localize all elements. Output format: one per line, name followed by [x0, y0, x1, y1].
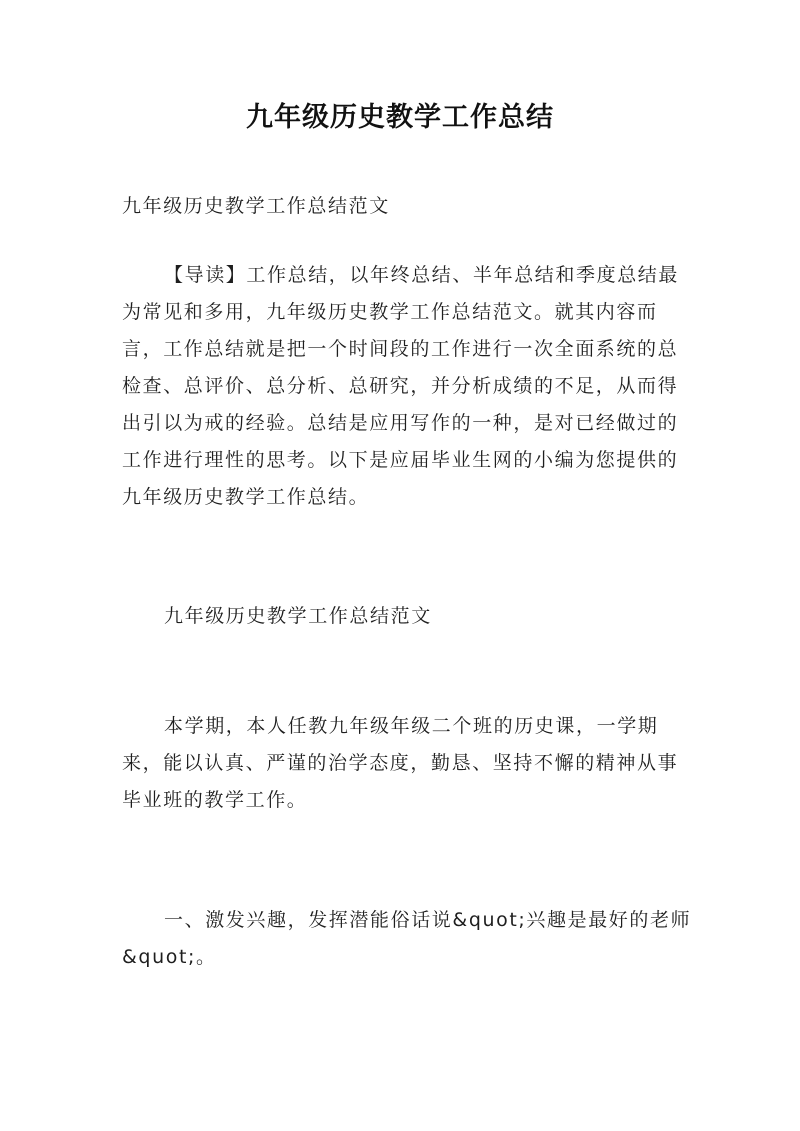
section-heading: 九年级历史教学工作总结范文: [164, 605, 432, 627]
point-one-paragraph: 一、激发兴趣，发挥潜能俗话说&quot;兴趣是最好的老师&quot;。: [122, 909, 692, 968]
intro-paragraph: 【导读】工作总结，以年终总结、半年总结和季度总结最为常见和多用，九年级历史教学工作总结范文。就其内容而言，工作总结就是把一个时间段的工作进行一次全面系统的总检查、总评价、总分析、总研究，并分析成绩的不足，从而得出引以为戒的经验。总结是应用写作的一种，是对已经做过的工作进行理性的思考。以下是应届毕业生网的小编为您提供的九年级历史教学工作总结。: [122, 264, 680, 508]
term-summary-paragraph: 本学期，本人任教九年级年级二个班的历史课，一学期来，能以认真、严谨的治学态度，勤恳、坚持不懈的精神从事毕业班的教学工作。: [122, 715, 679, 811]
document-subtitle: 九年级历史教学工作总结范文: [122, 195, 390, 217]
document-title: 九年级历史教学工作总结: [246, 102, 554, 133]
